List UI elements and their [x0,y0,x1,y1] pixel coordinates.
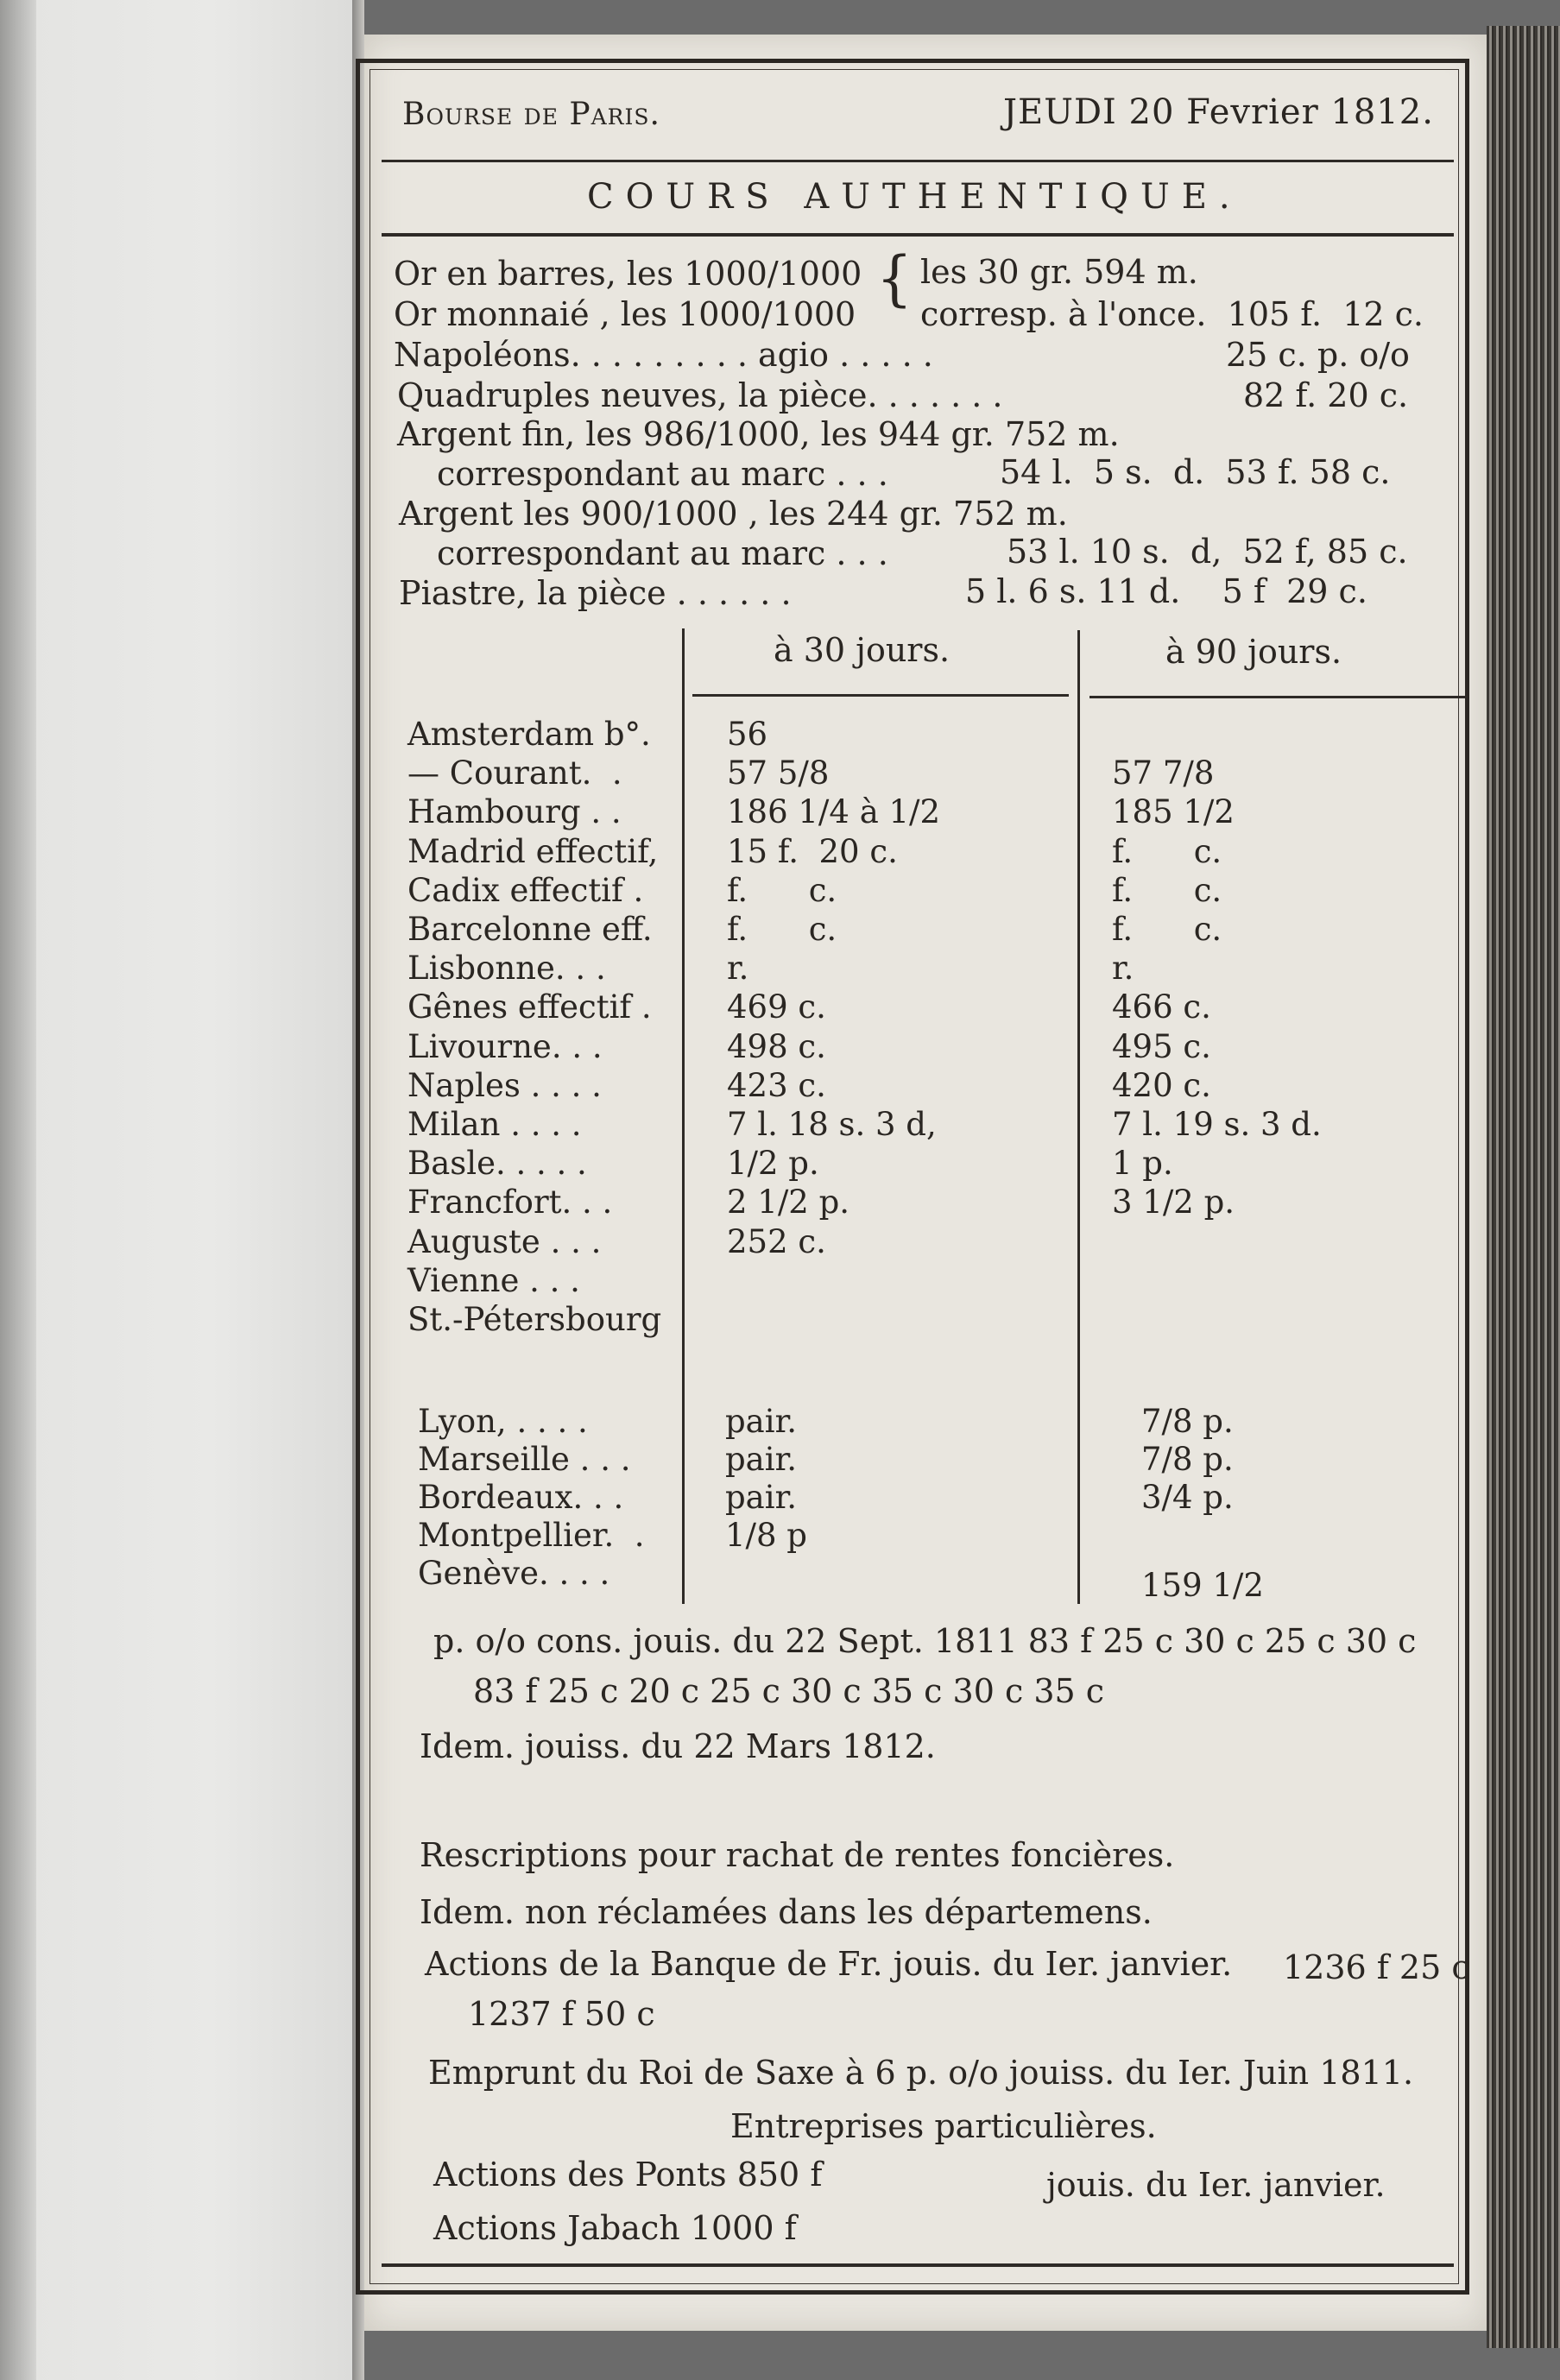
metal-value-5: 54 l. 5 s. d. 53 f. 58 c. [1000,453,1391,491]
exchange-row-30: 15 f. 20 c. [727,833,898,870]
domestic-row-30: pair. [725,1479,797,1516]
exchange-row-90: 1 p. [1112,1145,1173,1182]
exchange-row-90: f. c. [1112,833,1222,870]
exchange-row-90: 420 c. [1112,1067,1211,1104]
metal-label-0: Or en barres, les 1000/1000 [394,255,862,293]
actions-ponts: Actions des Ponts 850 f [433,2156,823,2194]
metal-value-2: 25 c. p. o/o [1226,336,1410,374]
header-left: Bourse de Paris. [402,97,660,132]
exchange-row-30: r. [727,950,749,987]
metal-label-8: Piastre, la pièce . . . . . . [399,574,792,612]
domestic-row-place: Bordeaux. . . [418,1479,624,1516]
title-rule [382,233,1454,237]
metal-value-0: les 30 gr. 594 m. [920,253,1198,291]
exchange-row-place: Lisbonne. . . [407,950,606,987]
exchange-row-90: 185 1/2 [1112,793,1235,830]
brace: { [876,243,913,313]
rentes-line-2: 83 f 25 c 20 c 25 c 30 c 35 c 30 c 35 c [473,1672,1105,1710]
exchange-row-place: Auguste . . . [407,1223,602,1260]
exchange-row-place: Hambourg . . [407,793,622,830]
exchange-row-90: f. c. [1112,872,1222,909]
bottom-rule [382,2263,1454,2267]
banque-value-2: 1237 f 50 c [468,1995,655,2033]
header-rule [382,160,1454,162]
exchange-row-place: Cadix effectif . [407,872,644,909]
page-title: COURS AUTHENTIQUE. [587,177,1242,217]
table-divider-1 [682,628,685,1604]
header-date: JEUDI 20 Fevrier 1812. [1003,92,1434,132]
exchange-row-90: 3 1/2 p. [1112,1184,1235,1221]
exchange-row-place: — Courant. . [407,754,622,792]
exchange-row-place: Amsterdam b°. [407,716,651,753]
exchange-row-90: 57 7/8 [1112,754,1215,792]
idem-non-reclamees: Idem. non réclamées dans les départemens. [420,1893,1153,1931]
domestic-row-30: pair. [725,1441,797,1478]
exchange-row-30: 2 1/2 p. [727,1184,850,1221]
exchange-row-place: Vienne . . . [407,1262,580,1299]
exchange-row-30: 7 l. 18 s. 3 d, [727,1106,937,1143]
domestic-row-90: 7/8 p. [1141,1441,1234,1478]
domestic-row-90: 7/8 p. [1141,1403,1234,1440]
exchange-row-90: 7 l. 19 s. 3 d. [1112,1106,1322,1143]
domestic-row-place: Genève. . . . [418,1555,610,1592]
domestic-row-place: Lyon, . . . . [418,1403,588,1440]
exchange-row-30: 57 5/8 [727,754,830,792]
metal-label-4: Argent fin, les 986/1000, les 944 gr. 752 m. [397,415,1120,453]
domestic-row-30: pair. [725,1403,797,1440]
exchange-row-30: 423 c. [727,1067,826,1104]
metal-label-3: Quadruples neuves, la pièce. . . . . . . [397,376,1003,414]
exchange-row-90: r. [1112,950,1134,987]
metal-value-7: 53 l. 10 s. d, 52 f, 85 c. [1007,533,1408,571]
exchange-row-place: Gênes effectif . [407,988,652,1026]
col-header-30: à 30 jours. [774,631,951,669]
banque-actions: Actions de la Banque de Fr. jouis. du Ier. janvier. [425,1945,1233,1983]
table-divider-2 [1077,630,1080,1604]
metal-label-5: correspondant au marc . . . [437,455,888,493]
exchange-row-30: 498 c. [727,1028,826,1065]
domestic-row-30: 1/8 p [725,1517,807,1554]
metal-label-6: Argent les 900/1000 , les 244 gr. 752 m. [399,495,1068,533]
left-page [0,0,352,2380]
exchange-row-place: Basle. . . . . [407,1145,587,1182]
exchange-row-90: 495 c. [1112,1028,1211,1065]
exchange-row-30: 1/2 p. [727,1145,819,1182]
left-page-edge [0,0,36,2380]
exchange-row-place: Naples . . . . [407,1067,602,1104]
exchange-row-place: Francfort. . . [407,1184,613,1221]
metal-label-7: correspondant au marc . . . [437,534,888,572]
exchange-row-30: 186 1/4 à 1/2 [727,793,941,830]
exchange-row-place: Barcelonne eff. [407,911,653,948]
col-header-90: à 90 jours. [1165,633,1342,671]
rentes-line-3: Idem. jouiss. du 22 Mars 1812. [420,1727,936,1765]
exchange-row-30: f. c. [727,872,837,909]
actions-ponts-jouis: jouis. du Ier. janvier. [1046,2166,1386,2204]
exchange-row-30: 56 [727,716,768,753]
metal-label-2: Napoléons. . . . . . . . . agio . . . . . [394,336,933,374]
col30-rule [692,694,1069,697]
exchange-row-30: 469 c. [727,988,826,1026]
metal-label-1: Or monnaié , les 1000/1000 [394,295,856,333]
exchange-row-90: f. c. [1112,911,1222,948]
entreprises-heading: Entreprises particulières. [730,2107,1157,2145]
actions-jabach: Actions Jabach 1000 f [433,2209,797,2247]
rentes-line-1: p. o/o cons. jouis. du 22 Sept. 1811 83 f 25 c 30 c 25 c 30 c [433,1622,1417,1660]
metal-value-3: 82 f. 20 c. [1243,376,1409,414]
metal-value-8: 5 l. 6 s. 11 d. 5 f 29 c. [965,572,1367,610]
exchange-row-30: 252 c. [727,1223,826,1260]
banque-value: 1236 f 25 c [1283,1948,1470,1986]
col90-rule [1089,696,1468,698]
metal-value-1: corresp. à l'once. 105 f. 12 c. [920,295,1424,333]
rescriptions: Rescriptions pour rachat de rentes foncières. [420,1836,1175,1874]
page-edges [1487,26,1560,2348]
exchange-row-30: f. c. [727,911,837,948]
domestic-row-90: 159 1/2 [1141,1567,1264,1604]
exchange-row-90: 466 c. [1112,988,1211,1026]
exchange-row-place: Livourne. . . [407,1028,603,1065]
domestic-row-90: 3/4 p. [1141,1479,1234,1516]
exchange-row-place: Madrid effectif, [407,833,659,870]
exchange-row-place: Milan . . . . [407,1106,582,1143]
domestic-row-place: Montpellier. . [418,1517,645,1554]
emprunt-saxe: Emprunt du Roi de Saxe à 6 p. o/o jouiss. du Ier. Juin 1811. [428,2054,1414,2092]
exchange-row-place: St.-Pétersbourg [407,1301,662,1338]
domestic-row-place: Marseille . . . [418,1441,631,1478]
